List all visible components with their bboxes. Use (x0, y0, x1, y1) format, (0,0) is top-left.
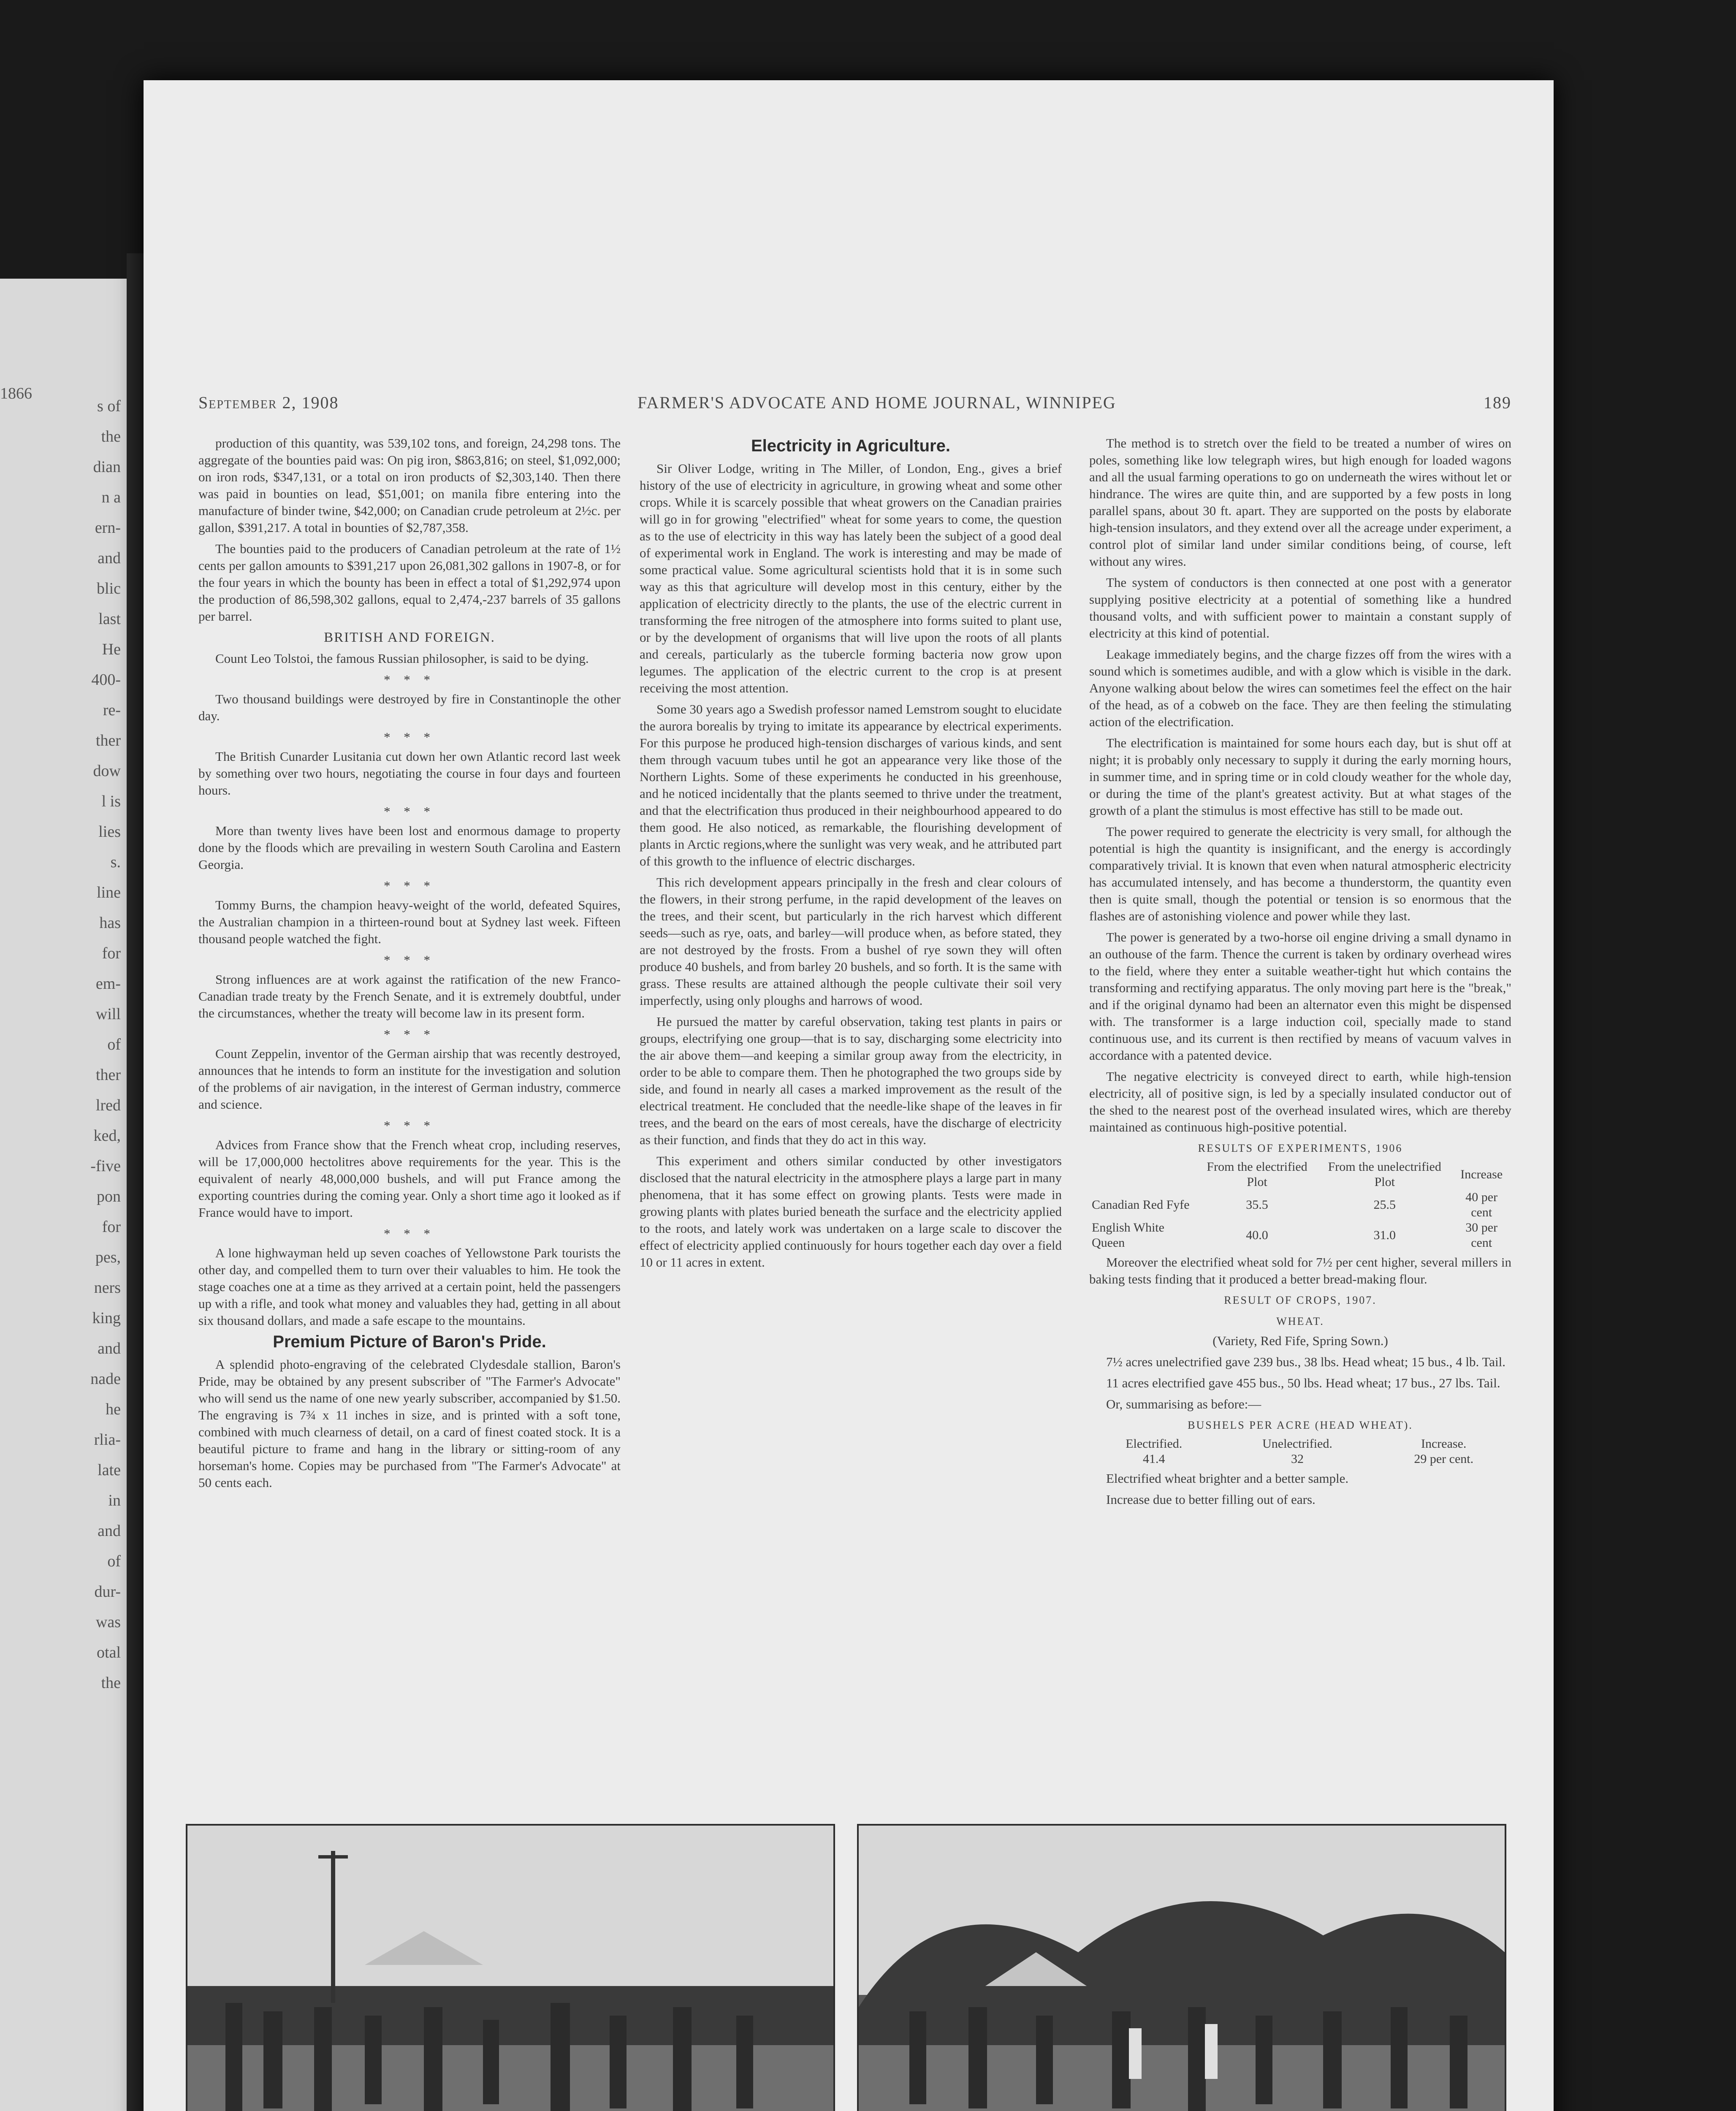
table-cell: 30 per cent (1465, 1221, 1498, 1250)
electricity-paragraph: Some 30 years ago a Swedish professor named Lemstrom sought to elucidate the aurora borealis by trying to imitate its appearance by electrical experiments. For this purpose he produced high-tension discharges of various kinds, and sent them through vacuum tubes until he got an appearance very like those of the Northern Lights. Some of these experiments he conducted in his greenhouse, and he noticed incidentally that the plants seemed to thrive under the treatment, and that the electrification thus produced in their neighbourhood appeared to do them good. He also noticed, as remarkable, the flourishing development of plants in Arctic regions,where the sunlight was very weak, and he attributed part of this growth to the influence of electric discharges. (640, 702, 1062, 868)
news-item: A lone highwayman held up seven coaches of Yellowstone Park tourists the other day, and compelled them to turn over their valuables to him. He took the stage coaches one at a time as they arrived at a certain point, held the passengers up with a rifle, and took what money and valuables they had, getting in all about six thousand dollars, and made a safe escape to the mountains. (198, 1245, 621, 1328)
table-cell: 25.5 (1373, 1198, 1396, 1212)
table-header-cell: From the unelectrified Plot (1328, 1160, 1441, 1189)
publication-title: FARMER'S ADVOCATE AND HOME JOURNAL, WINNIPEG (637, 393, 1116, 412)
previous-page-fragment: has (99, 914, 121, 932)
table-cell: 35.5 (1246, 1198, 1268, 1212)
previous-page-fragment: l is (101, 792, 121, 810)
table-row (1089, 1452, 1511, 1467)
table-cell: 40.0 (1246, 1228, 1268, 1242)
previous-page-fragment: blic (97, 580, 121, 597)
news-item: Tommy Burns, the champion heavy-weight of the world, defeated Squires, the Australian champion in a thirteen-round bout at Sydney last week. Fifteen thousand people watched the fight. (198, 898, 621, 946)
section-separator-stars: * * * (384, 804, 435, 819)
electricity-paragraph: This rich development appears principally in the fresh and clear colours of the flowers, in their strong perfume, in the rapid development of the leaves on the trees, and their scent, but particularly in the rich harvest which different seeds—such as rye, oats, and barley—will produce when, as before stated, they are not destroyed by the frosts. From a bushel of rye sown they will often produce 40 bushels, and from barley 20 bushels, and so forth. It is the same with grass. These results are attained although the people cultivate their soil very imperfectly, using only ploughs and harrows of wood. (640, 875, 1062, 1008)
news-items (198, 650, 621, 1329)
news-item: More than twenty lives have been lost and enormous damage to property done by the floods which are prevailing in western South Carolina and Eastern Georgia. (198, 823, 621, 872)
previous-page-fragment: nade (90, 1370, 121, 1388)
previous-page-fragment: pes, (95, 1248, 121, 1266)
previous-page-fragment: was (95, 1613, 121, 1631)
electricity-paragraph: Sir Oliver Lodge, writing in The Miller, of London, Eng., gives a brief history of the use of electricity in agriculture, in growing wheat and some other crops. While it is scarcely possible that wheat growers on the Canadian prairies will go in for growing "electrified" wheat for some years to come, the question as to the use of electricity in this way has lately been the subject of a good deal of experimental work in England. The work is interesting and may be made of some practical value. Some agricultural scientists hold that it is in some such way as this that agriculture will develop most in this century, either by the application of electricity directly to the plants, the use of the electric current in transforming the free nitrogen of the atmosphere into forms suited to plant use, or by the development of organisms that will live upon the roots of all plants and cereals, particularly as the tubercle forming bacteria now grow upon legumes. The application of the electric current to the crop is at present receiving the most attention. (640, 461, 1062, 695)
previous-page-fragment: ked, (93, 1127, 121, 1145)
previous-page-fragment: dian (93, 458, 121, 476)
news-item: Count Zeppelin, inventor of the German airship that was recently destroyed, announces that he intends to form an institute for the investigation and solution of the problems of air navigation, in the interest of German industry, commerce and science. (198, 1046, 621, 1112)
previous-page-fragment: 400- (91, 671, 121, 689)
previous-page-fragment: and (98, 1522, 121, 1540)
table-cell: Canadian Red Fyfe (1092, 1198, 1190, 1212)
summary-line: Or, summarising as before:— (1106, 1397, 1261, 1411)
news-item: Two thousand buildings were destroyed by fire in Constantinople the other day. (198, 692, 621, 723)
picnic-crowd-illustration-left (187, 1826, 833, 2111)
previous-page-fragment: ern- (95, 519, 121, 537)
crop-line-2: 11 acres electrified gave 455 bus., 50 lbs. Head wheat; 17 bus., 27 lbs. Tail. (1106, 1376, 1500, 1390)
previous-page-fragment: for (102, 944, 121, 962)
previous-page-fragment: will (95, 1005, 121, 1023)
method-paragraph: The negative electricity is conveyed direct to earth, while high-tension electricity, all of positive sign, is led by a specially insulated conductor out of the shed to the nearest post of the overhead insulated wires, which are thereby maintained as continuous high-positive potential. (1089, 1069, 1511, 1134)
previous-page-fragment: last (98, 610, 121, 628)
previous-page-fragment: pon (97, 1188, 121, 1205)
previous-page-fragment: s. (110, 853, 121, 871)
previous-page-fragment: ners (94, 1279, 121, 1297)
electricity-heading: Electricity in Agriculture. (751, 437, 950, 455)
column-3 (1089, 435, 1511, 1512)
table-header-row (1089, 1159, 1511, 1190)
issue-date: September 2, 1908 (198, 393, 339, 412)
newspaper-page (144, 80, 1554, 2111)
previous-page-fragment: lies (98, 823, 121, 841)
previous-page-fragment: re- (103, 701, 121, 719)
previous-page-fragment: late (98, 1461, 121, 1479)
news-item: Count Leo Tolstoi, the famous Russian philosopher, is said to be dying. (215, 651, 589, 666)
table-cell: 29 per cent. (1414, 1452, 1474, 1466)
bushels-heading: BUSHELS PER ACRE (HEAD WHEAT). (1188, 1419, 1413, 1431)
previous-page-fragment: dur- (94, 1583, 121, 1601)
after-results-text: Moreover the electrified wheat sold for 7½ per cent higher, several millers in baking tests finding that it produced a better bread-making flour. (1089, 1255, 1511, 1286)
previous-page-fragment: in (108, 1492, 121, 1509)
results-1906-table (1089, 1159, 1511, 1251)
closing-line-2: Increase due to better filling out of ears. (1106, 1492, 1316, 1507)
method-paragraph: Leakage immediately begins, and the charge fizzes off from the wires with a sound which is sometimes audible, and with a glow which is visible in the dark. Anyone walking about below the wires can sometimes feel the effect on the hair of the head, as of a cobweb on the face. They are then feeling the stimulating action of the electrification. (1089, 647, 1511, 729)
previous-page-fragment: He (102, 640, 121, 658)
previous-page-fragment: of (107, 1036, 121, 1053)
bounty-paragraph: The bounties paid to the producers of Canadian petroleum at the rate of 1½ cents per gallon amounts to $391,217 upon 26,081,302 gallons in 1907-8, or for the four years in which the bounty has been in effect a total of $1,292,974 upon the production of 86,598,302 gallons, equal to 2,474,-237 barrels of 35 gallons per barrel. (198, 541, 621, 624)
photo-strip (186, 1824, 1511, 2111)
table-cell: 32 (1291, 1452, 1304, 1466)
section-separator-stars: * * * (384, 1226, 435, 1241)
method-paragraph: The power required to generate the electricity is very small, for although the potential is high the quantity is insignificant, and the energy is accordingly comparatively trivial. It is known that even when natural atmospheric electricity has accumulated intensely, and has become a thunderstorm, the quantity even then is quite small, though the potential or tension is so enormous that the flashes are of astonishing violence and power while they last. (1089, 824, 1511, 923)
previous-page-fragment: for (102, 1218, 121, 1236)
previous-page-fragment: line (97, 884, 121, 901)
previous-page-fragment: and (98, 1340, 121, 1357)
table-header-cell: Electrified. (1126, 1437, 1183, 1451)
table-cell: 41.4 (1143, 1452, 1165, 1466)
previous-page-edge (0, 279, 127, 2111)
picnic-crowd-illustration-right (859, 1826, 1505, 2111)
previous-page-fragment: s of (97, 397, 121, 415)
previous-page-fragments (0, 397, 127, 1748)
previous-page-fragment: n a (101, 488, 121, 506)
results-1906-heading: RESULTS OF EXPERIMENTS, 1906 (1198, 1142, 1403, 1154)
previous-page-fragment: em- (95, 975, 121, 993)
table-header-cell: Increase. (1421, 1437, 1467, 1451)
column-2 (640, 435, 1062, 1275)
table-cell: 31.0 (1373, 1228, 1396, 1242)
electricity-paragraphs (640, 460, 1062, 1271)
wheat-subheading: WHEAT. (1276, 1315, 1324, 1327)
previous-page-fragment: of (107, 1552, 121, 1570)
method-paragraph: The electrification is maintained for some hours each day, but is shut off at night; it is probably only necessary to supply it during the early morning hours, in summer time, and in spring time or in cold cloudy weather for the whole day, or during the time of the plant's greatest activity. But at what stages of the growth of a plant the stimulus is most effective has still to be made out. (1089, 735, 1511, 818)
column-1 (198, 435, 621, 1495)
picnic-photo-right (857, 1824, 1506, 2111)
closing-line-1: Electrified wheat brighter and a better sample. (1106, 1471, 1349, 1486)
table-cell: English White Queen (1092, 1221, 1164, 1250)
previous-page-fragment: dow (93, 762, 121, 780)
method-paragraph: The power is generated by a two-horse oil engine driving a small dynamo in an outhouse of the farm. Thence the current is taken by ordinary overhead wires to the field, where they enter a suitable weather-tight hut which contains the transforming and rectifying apparatus. The only moving part here is the "break," and if the original dynamo had been an alternator even this might be dispensed with. The transformer is a large induction coil, specially made to stand continuous use, and its current is then rectified by means of vacuum valves in accordance with a patented device. (1089, 930, 1511, 1063)
news-item: Advices from France show that the French wheat crop, including reserves, will be 17,000,000 hectolitres above requirements for the year. This is the equivalent of nearly 48,000,000 bushels, and will put France among the exporting countries during the coming year. Only a short time ago it looked as if France would have to import. (198, 1137, 621, 1220)
crop-line-1: 7½ acres unelectrified gave 239 bus., 38 lbs. Head wheat; 15 bus., 4 lb. Tail. (1106, 1354, 1505, 1369)
method-paragraph: The method is to stretch over the field to be treated a number of wires on poles, something like low telegraph wires, but high enough for loaded wagons and all the usual farming operations to go on underneath the wires without let or hindrance. The wires are quite thin, and are supported by a few posts in long parallel spans, about 30 ft. apart. They are supported on the posts by elaborate high-tension insulators, and they extend over all the acreage under experiment, a control plot of similar land under similar conditions being, of course, left without any wires. (1089, 436, 1511, 569)
page-number: 189 (1484, 393, 1511, 412)
previous-page-fragment: -five (90, 1157, 121, 1175)
bushels-table (1089, 1436, 1511, 1467)
previous-page-fragment: ther (95, 732, 121, 749)
picnic-photo-left (186, 1824, 835, 2111)
table-cell: 40 per cent (1465, 1190, 1498, 1219)
premium-heading: Premium Picture of Baron's Pride. (273, 1332, 546, 1351)
table-header-cell: From the electrified Plot (1207, 1160, 1307, 1189)
previous-page-fragment: otal (97, 1644, 121, 1661)
section-separator-stars: * * * (384, 1118, 435, 1133)
section-separator-stars: * * * (384, 730, 435, 744)
method-paragraph: The system of conductors is then connected at one post with a generator supplying positive electricity at a potential of something like a hundred thousand volts, and with sufficient power to maintain a constant supply of electricity at this kind of potential. (1089, 575, 1511, 640)
table-row (1089, 1190, 1511, 1220)
variety-line: (Variety, Red Fife, Spring Sown.) (1212, 1333, 1388, 1348)
previous-page-fragment: lred (95, 1096, 121, 1114)
table-header-cell (1089, 1159, 1196, 1190)
electricity-paragraph: This experiment and others similar conducted by other investigators disclosed that the natural electricity in the atmosphere plays a large part in many phenomena, that it has some effect on growing plants. Tests were made in growing plants with plates buried beneath the surface and the electricity applied to the roots, and lately work was undertaken on a large scale to discover the effect of electricity applied continuously for hours together each day over a field 10 or 11 acres in extent. (640, 1153, 1062, 1270)
previous-page-fragment: king (92, 1309, 121, 1327)
book-gutter (127, 253, 144, 2111)
table-header-cell: Unelectrified. (1262, 1437, 1332, 1451)
previous-page-fragment: the (101, 1674, 121, 1692)
previous-page-fragment: the (101, 428, 121, 445)
method-paragraphs (1089, 435, 1511, 1136)
previous-page-fragment: rlia- (94, 1431, 121, 1449)
british-foreign-heading: BRITISH AND FOREIGN. (324, 630, 495, 645)
previous-page-fragment: ther (95, 1066, 121, 1084)
previous-page-fragment: he (106, 1400, 121, 1418)
section-separator-stars: * * * (384, 1027, 435, 1042)
table-row (1089, 1220, 1511, 1251)
table-header-cell: Increase (1460, 1167, 1503, 1181)
crops-1907-heading: RESULT OF CROPS, 1907. (1224, 1294, 1377, 1306)
previous-page-fragment: and (98, 549, 121, 567)
premium-text: A splendid photo-engraving of the celebrated Clydesdale stallion, Baron's Pride, may be obtained by any present subscriber of "The Farmer's Advocate" who will send us the name of one new yearly subscriber, accompanied by $1.50. The engraving is 7¾ x 11 inches in size, and is printed with a soft tone, combined with much clearness of detail, on a card of finest coated stock. It is a beautiful picture to frame and hang in the library or sitting-room of any horseman's home. Copies may be purchased from "The Farmer's Advocate" at 50 cents each. (198, 1357, 621, 1490)
previous-page-number: 1866 (0, 385, 32, 402)
news-item: The British Cunarder Lusitania cut down her own Atlantic record last week by something over two hours, negotiating the course in four days and fourteen hours. (198, 749, 621, 798)
table-header-row (1089, 1436, 1511, 1452)
section-separator-stars: * * * (384, 878, 435, 893)
news-item: Strong influences are at work against the ratification of the new Franco-Canadian trade treaty by the French Senate, and it is extremely doubtful, under the circumstances, whether the treaty will become law in its present form. (198, 972, 621, 1020)
electricity-paragraph: He pursued the matter by careful observation, taking test plants in pairs or groups, electrifying one group—that is to say, discharging some electricity into the air above them—and keeping a similar group away from the electricity, in order to be able to compare them. Then he photographed the two groups side by side, and found in nearly all cases a marked improvement as the result of the electrical treatment. He concluded that the needle-like shape of the leaves in fir trees, and the beard on the ears of most cereals, have the discharge of electricity as their function, and finds that they do act in this way. (640, 1014, 1062, 1147)
bounty-paragraph: production of this quantity, was 539,102 tons, and foreign, 24,298 tons. The aggregate of the bounties paid was: On pig iron, $863,816; on steel, $1,092,000; on iron rods, $347,131, or a total on iron products of $2,303,140. Then there was paid in bounties on lead, $51,001; on manila fibre entering into the manufacture of binder twine, $42,000; on Canadian crude petroleum at 2½c. per gallon, $391,217. A total in bounties of $2,787,358. (198, 436, 621, 535)
page-header (198, 393, 1511, 422)
section-separator-stars: * * * (384, 952, 435, 967)
section-separator-stars: * * * (384, 672, 435, 687)
bounty-paragraphs (198, 435, 621, 625)
